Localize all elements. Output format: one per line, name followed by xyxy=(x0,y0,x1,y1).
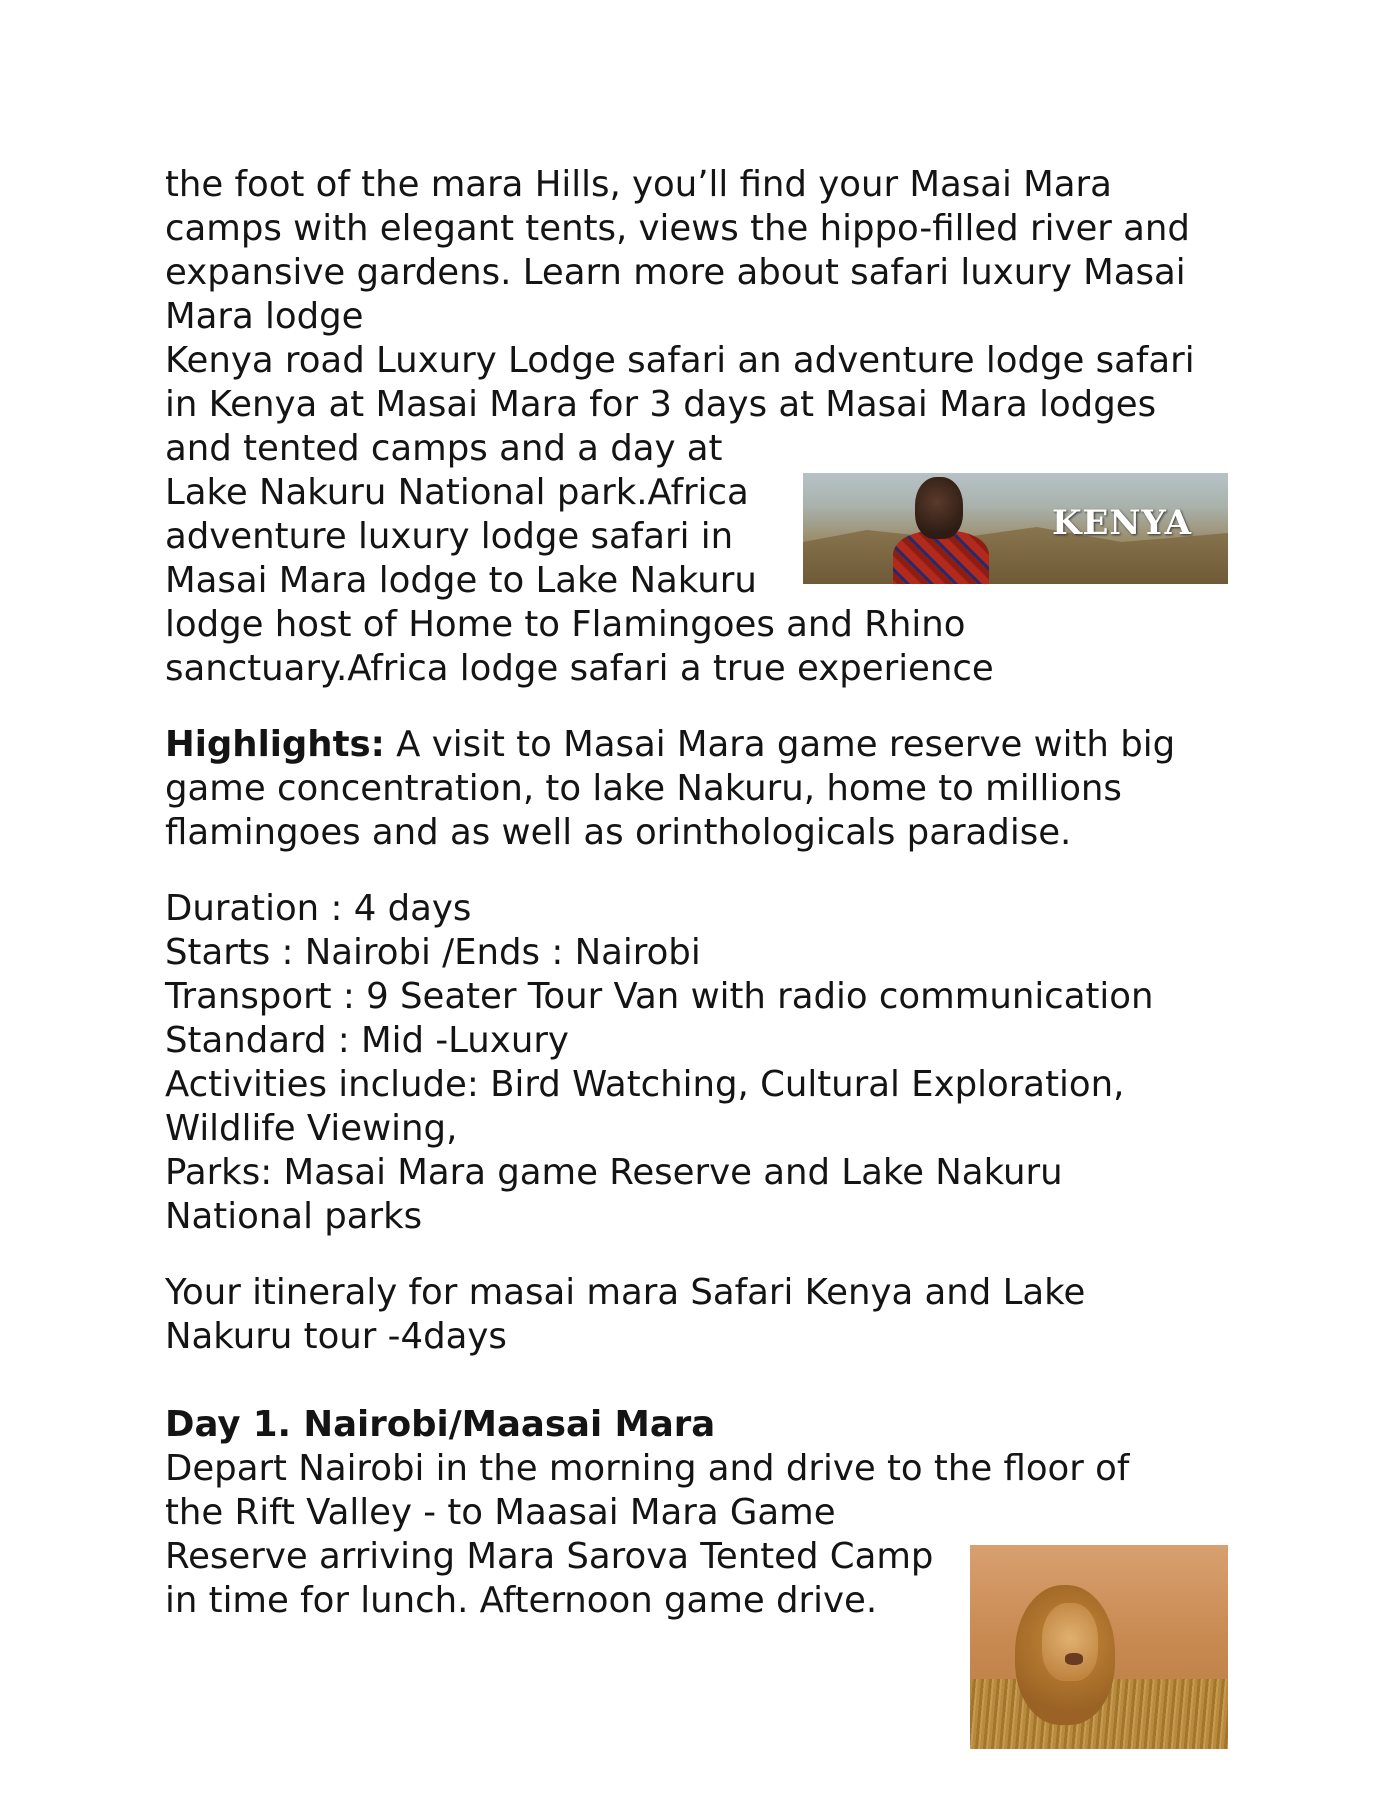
itinerary-intro xyxy=(165,1271,1235,1359)
detail-transport: Transport : 9 Seater Tour Van with radio communication xyxy=(165,976,1154,1017)
day1-line: in time for lunch. Afternoon game drive. xyxy=(165,1580,878,1621)
detail-duration: Duration : 4 days xyxy=(165,888,472,929)
detail-standard: Standard : Mid -Luxury xyxy=(165,1020,569,1061)
highlights-line: game concentration, to lake Nakuru, home to millions xyxy=(165,768,1122,809)
highlights-label: Highlights: xyxy=(165,724,385,765)
intro-line: adventure luxury lodge safari in xyxy=(165,516,734,557)
detail-activities-cont: Wildlife Viewing, xyxy=(165,1108,458,1149)
day1-heading: Day 1. Nairobi/Maasai Mara xyxy=(165,1404,716,1445)
lion-face xyxy=(1042,1603,1098,1681)
detail-parks: Parks: Masai Mara game Reserve and Lake Nakuru xyxy=(165,1152,1063,1193)
intro-line: expansive gardens. Learn more about safari luxury Masai xyxy=(165,252,1186,293)
highlights-line: flamingoes and as well as orinthologicals paradise. xyxy=(165,812,1072,853)
intro-line: and tented camps and a day at xyxy=(165,428,723,469)
intro-line: sanctuary.Africa lodge safari a true experience xyxy=(165,648,994,689)
detail-activities: Activities include: Bird Watching, Cultural Exploration, xyxy=(165,1064,1125,1105)
maasai-man-head xyxy=(915,477,963,539)
detail-start-end: Starts : Nairobi /Ends : Nairobi xyxy=(165,932,701,973)
day1-line: the Rift Valley - to Maasai Mara Game xyxy=(165,1492,836,1533)
highlights-paragraph xyxy=(165,723,1235,855)
day1-line: Depart Nairobi in the morning and drive to the floor of xyxy=(165,1448,1130,1489)
lion-image xyxy=(970,1545,1228,1749)
intro-line: Lake Nakuru National park.Africa xyxy=(165,472,749,513)
intro-line: lodge host of Home to Flamingoes and Rhino xyxy=(165,604,966,645)
intro-line: Masai Mara lodge to Lake Nakuru xyxy=(165,560,757,601)
intro-paragraph xyxy=(165,163,1235,691)
itinerary-line: Nakuru tour -4days xyxy=(165,1316,507,1357)
day1-line: Reserve arriving Mara Sarova Tented Camp xyxy=(165,1536,934,1577)
highlights-line: A visit to Masai Mara game reserve with big xyxy=(384,724,1176,765)
lion-nose xyxy=(1065,1653,1083,1665)
detail-parks-cont: National parks xyxy=(165,1196,423,1237)
kenya-overlay-text: KENYA xyxy=(1051,503,1192,543)
intro-line: in Kenya at Masai Mara for 3 days at Masai Mara lodges xyxy=(165,384,1157,425)
intro-line: the foot of the mara Hills, you’ll find your Masai Mara xyxy=(165,164,1112,205)
intro-line: camps with elegant tents, views the hippo-filled river and xyxy=(165,208,1190,249)
document-body xyxy=(165,163,1235,1623)
kenya-banner-image xyxy=(803,473,1228,584)
intro-line: Kenya road Luxury Lodge safari an adventure lodge safari xyxy=(165,340,1195,381)
intro-line: Mara lodge xyxy=(165,296,364,337)
tour-details xyxy=(165,887,1235,1239)
itinerary-line: Your itineraly for masai mara Safari Kenya and Lake xyxy=(165,1272,1086,1313)
